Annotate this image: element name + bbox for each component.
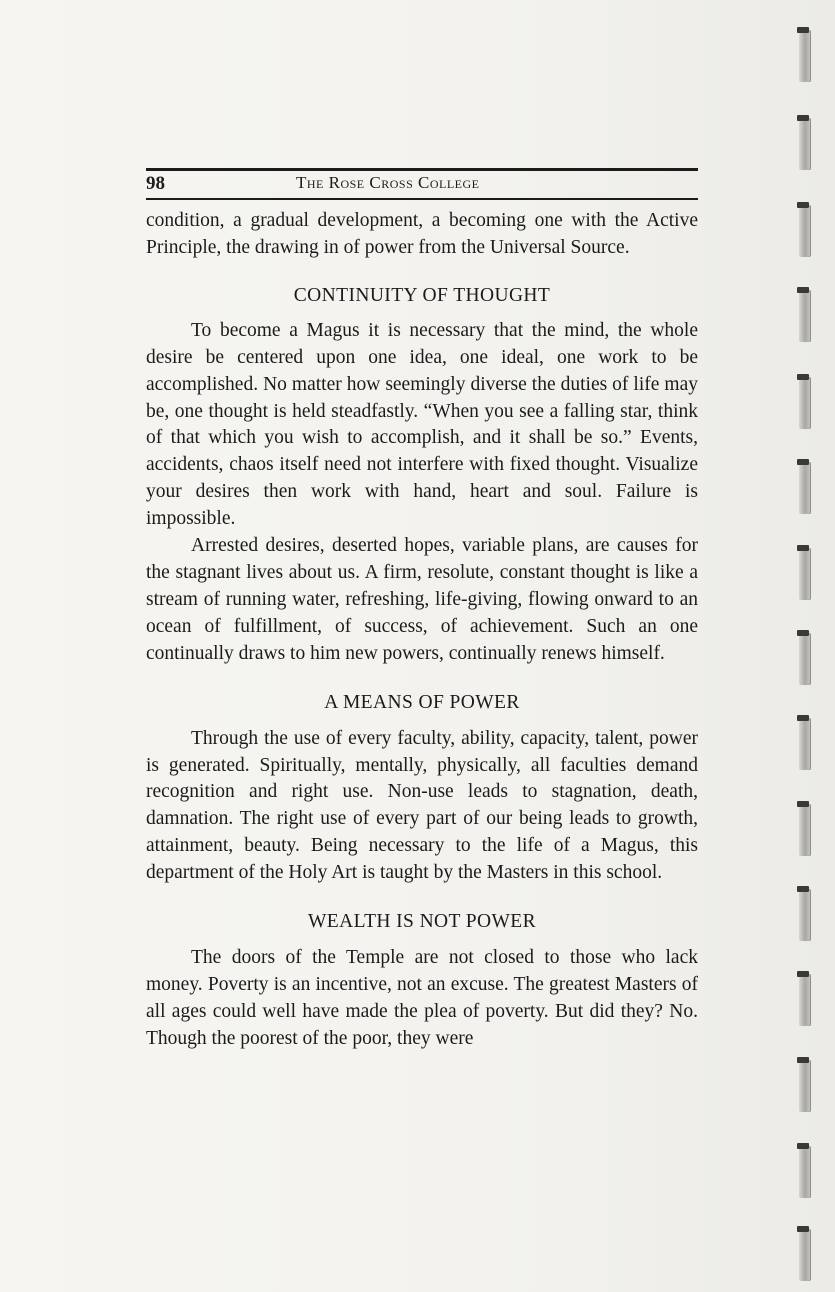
header-rule-bottom (146, 198, 698, 200)
section-paragraph: The doors of the Temple are not closed to those who lack money. Poverty is an incentive, not an excuse. The greatest Masters of all ages could well have made the plea of poverty. But did they? No. Though the poorest of the poor, they were (146, 947, 698, 1049)
binding-slot (799, 1229, 811, 1281)
section-paragraph: Through the use of every faculty, ability, capacity, talent, power is generated. Spiritually, mentally, physically, all faculties demand recognition and right use. Non-use leads to stagnation, death, damnation. The right use of every part of our being leads to growth, attainment, beauty. Being necessary to the life of a Magus, this department of the Holy Art is taught by the Masters in this school. (146, 727, 698, 884)
binding-slot (799, 889, 811, 941)
running-title: The Rose Cross College (296, 173, 480, 192)
binding-slot (799, 377, 811, 429)
binding-slot (799, 974, 811, 1026)
section-paragraph: Arrested desires, deserted hopes, variable plans, are causes for the stagnant lives about us. A firm, resolute, constant thought is like a stream of running water, refreshing, life-giving, flowing onward to an ocean of fulfillment, of success, of achievement. Such an one continually draws to him new powers, continually renews himself. (146, 535, 698, 664)
binding-slot (799, 30, 811, 82)
binding-slot (799, 290, 811, 342)
page-header (146, 168, 698, 202)
section-heading-wealth: WEALTH IS NOT POWER (307, 911, 537, 933)
binding-slot (799, 205, 811, 257)
section-paragraph: To become a Magus it is necessary that the mind, the whole desire be centered upon one idea, one ideal, one work to be accomplished. No matter how seemingly diverse the duties of life may be, one thought is held steadfastly. “When you see a falling star, think of that which you wish to accomplish, and it shall be so.” Events, accidents, chaos itself need not interfere with fixed thought. Visualize your desires then work with hand, heart and soul. Failure is impossible. (146, 319, 698, 530)
binding-slot (799, 548, 811, 600)
binding-slot (799, 633, 811, 685)
spiral-binding (775, 0, 835, 1292)
intro-paragraph: condition, a gradual development, a becoming one with the Active Principle, the drawing in of power from the Universal Source. (146, 210, 698, 258)
page-body (146, 208, 698, 1053)
binding-slot (799, 718, 811, 770)
binding-slot (799, 1060, 811, 1112)
header-rule-top (146, 168, 698, 171)
binding-slot (799, 1146, 811, 1198)
binding-slot (799, 804, 811, 856)
section-heading-means-of-power: A MEANS OF POWER (324, 691, 520, 713)
binding-slot (799, 118, 811, 170)
binding-slot (799, 462, 811, 514)
page-number: 98 (146, 173, 165, 194)
section-heading-continuity: CONTINUITY OF THOUGHT (293, 284, 551, 306)
